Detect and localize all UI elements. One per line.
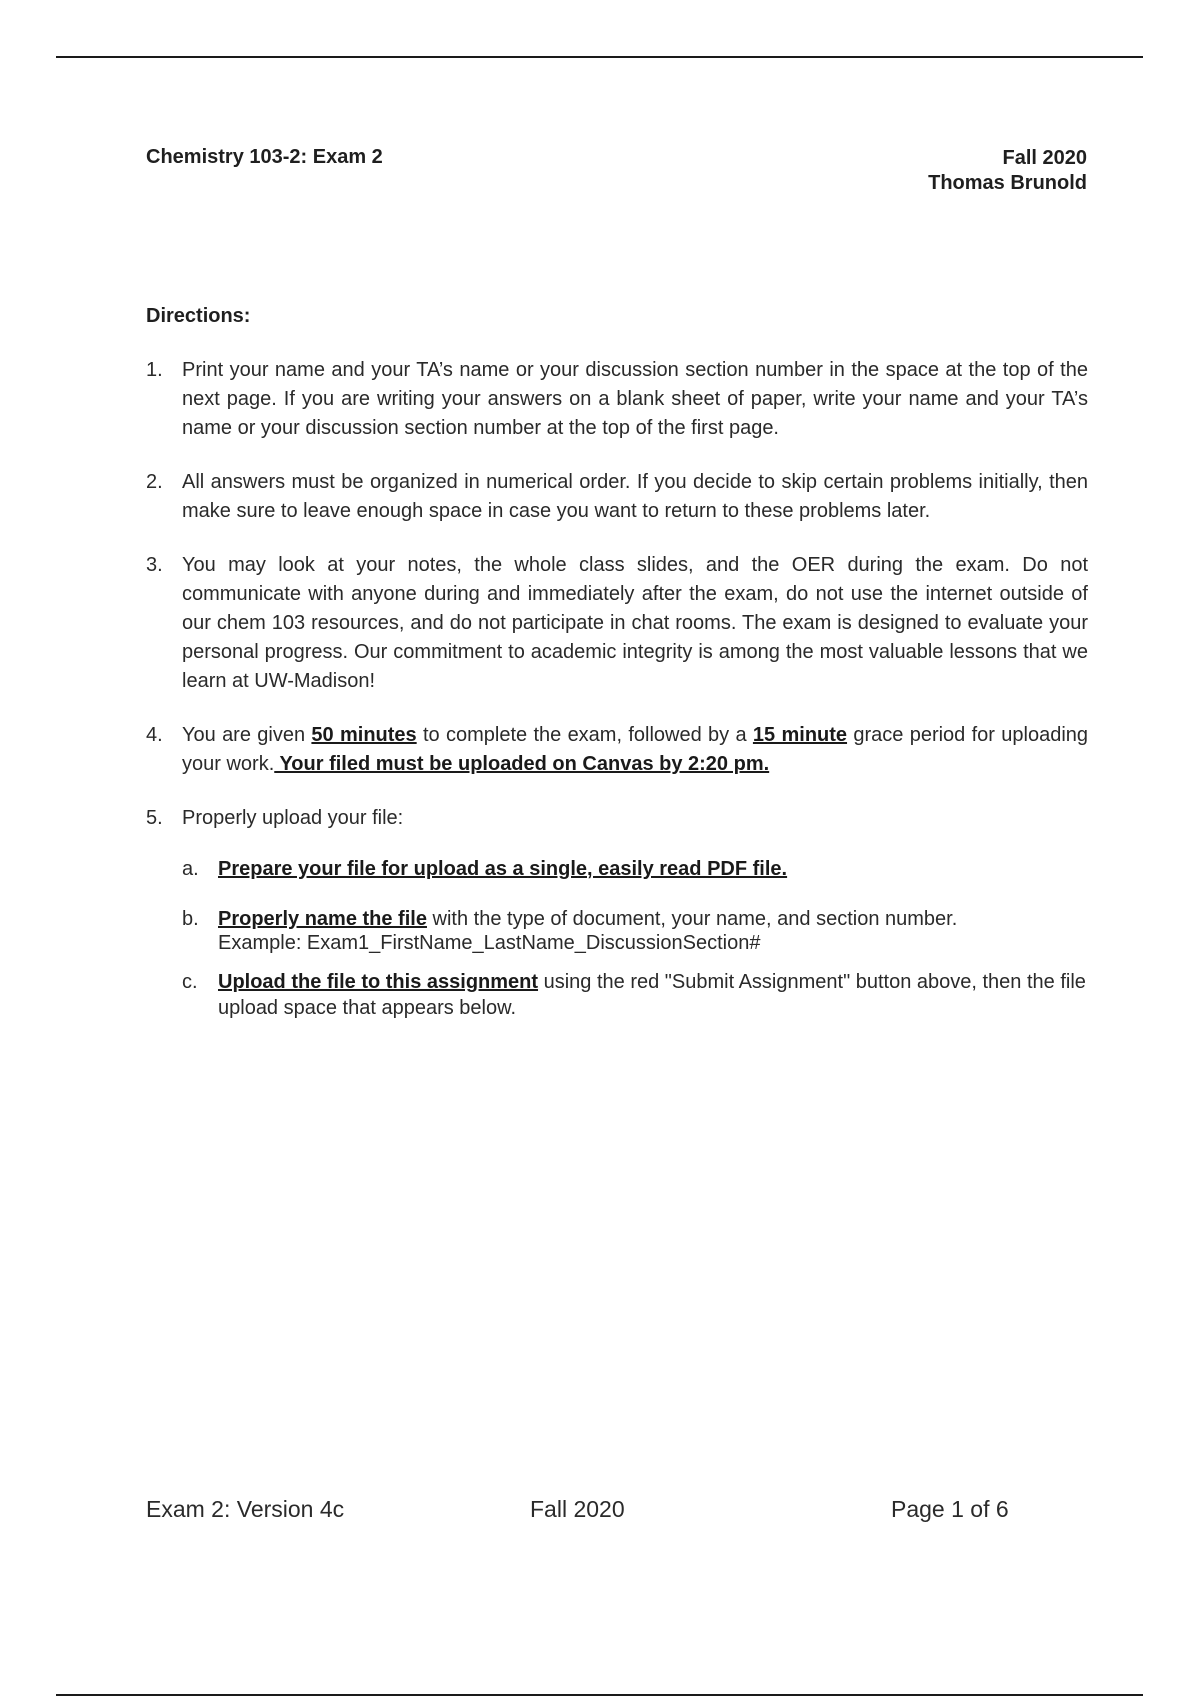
bottom-rule (56, 1694, 1143, 1696)
header-right (928, 146, 1087, 196)
footer-term: Fall 2020 (530, 1496, 625, 1522)
directions-heading: Directions: (146, 305, 251, 327)
sub-text: using the red "Submit Assignment" button above, then the file upload space that appears below. (218, 971, 1086, 1019)
item-text-part: to complete the exam, followed by a (416, 724, 753, 746)
sub-letter: a. (182, 858, 199, 880)
course-title: Chemistry 103-2: Exam 2 (146, 146, 383, 168)
deadline-emphasis: Your filed must be uploaded on Canvas by 2:20 pm. (274, 753, 770, 775)
top-rule (56, 56, 1143, 58)
sub-emphasis: Upload the file to this assignment (218, 971, 539, 993)
item-number: 2. (146, 471, 163, 493)
item-number: 5. (146, 807, 163, 829)
direction-item-2 (146, 468, 1088, 526)
footer-page-number: Page 1 of 6 (891, 1496, 1009, 1522)
item-text-part: grace period for uploading your work. (182, 724, 1089, 775)
item-number: 3. (146, 554, 163, 576)
item-text: All answers must be organized in numerical order. If you decide to skip certain problems initially, then make sure to leave enough space in case you want to return to these problems later. (182, 471, 1088, 522)
footer-version: Exam 2: Version 4c (146, 1496, 345, 1522)
direction-item-1 (146, 356, 1088, 443)
direction-item-3 (146, 551, 1088, 696)
grace-period-emphasis: 15 minute (752, 724, 848, 746)
item-text: Properly upload your file: (182, 807, 404, 829)
directions-list (146, 356, 1088, 1021)
item-number: 1. (146, 359, 163, 381)
item-text: Print your name and your TA’s name or your discussion section number in the space at the top of the next page. If you are writing your answers on a blank sheet of paper, write your name and your TA’s name or your discussion section number at the top of the first page. (182, 359, 1088, 439)
item-text-part: You are given (182, 724, 312, 746)
filename-example: Example: Exam1_FirstName_LastName_DiscussionSection# (218, 932, 761, 954)
time-limit-emphasis: 50 minutes (311, 724, 417, 746)
sub-emphasis: Properly name the file (218, 908, 427, 930)
item-number: 4. (146, 724, 163, 746)
sub-emphasis: Prepare your file for upload as a single, easily read PDF file. (218, 858, 788, 880)
sub-text: with the type of document, your name, and section number. (426, 908, 958, 930)
sub-letter: b. (182, 908, 199, 930)
item-text: You may look at your notes, the whole class slides, and the OER during the exam. Do not communicate with anyone during and immediately after the exam, do not use the internet outside of our chem 103 resources, and do not participate in chat rooms. The exam is designed to evaluate your personal progress. Our commitment to academic integrity is among the most valuable lessons that we learn at UW-Madison! (182, 554, 1088, 692)
upload-step-c (146, 969, 1088, 1021)
header-term: Fall 2020 (1002, 147, 1087, 169)
direction-item-5 (146, 804, 1088, 833)
upload-step-a (146, 855, 1088, 884)
upload-step-b (146, 907, 1088, 955)
sub-letter: c. (182, 971, 198, 993)
direction-item-4 (146, 721, 1088, 779)
header-instructor: Thomas Brunold (928, 172, 1087, 194)
